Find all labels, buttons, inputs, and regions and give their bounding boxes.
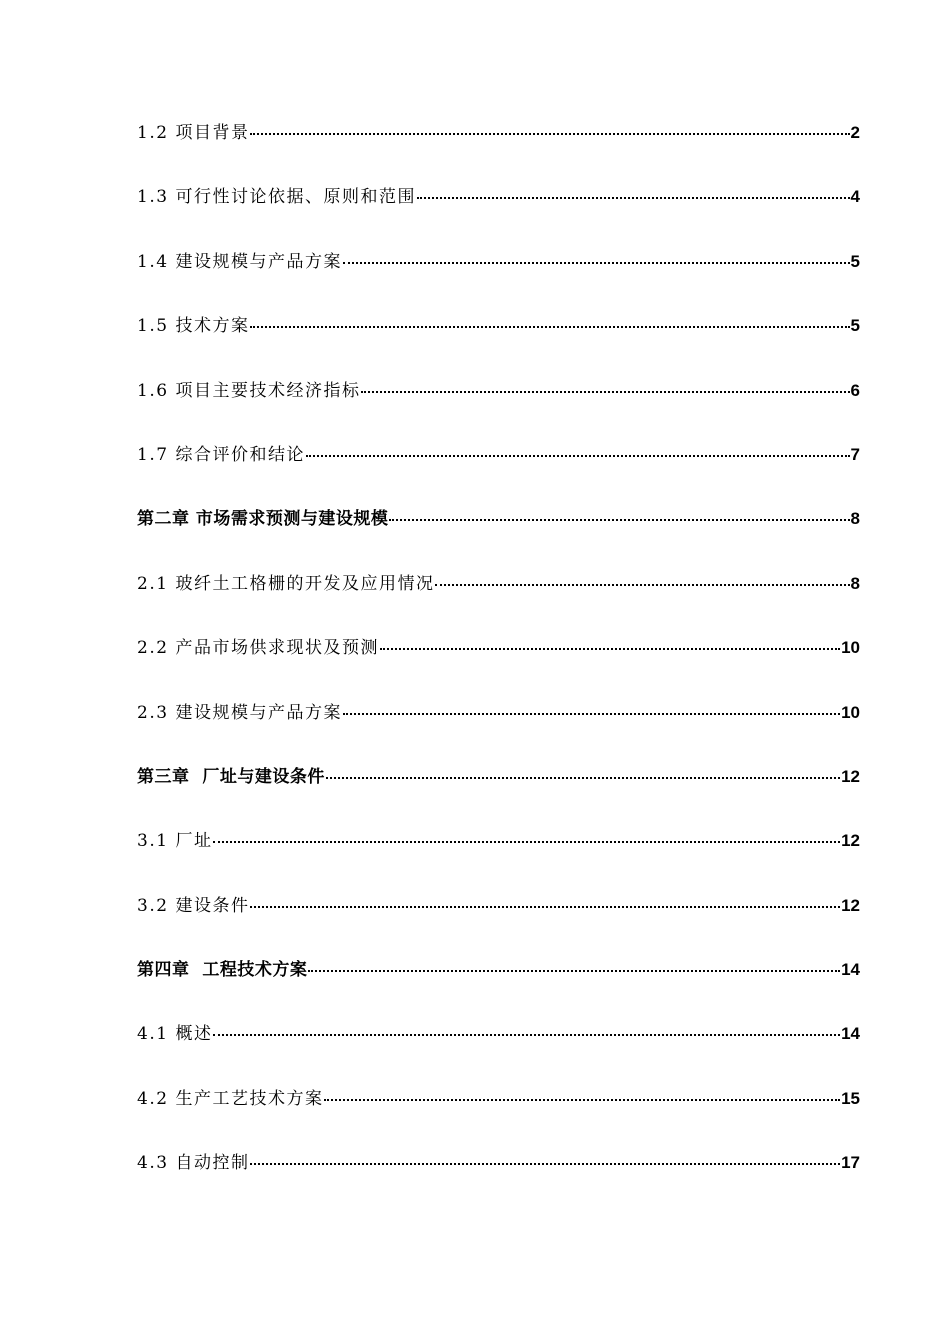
toc-dot-leader	[343, 713, 840, 715]
toc-entry[interactable]	[137, 1082, 860, 1146]
toc-page-number: 14	[841, 960, 860, 980]
toc-entry[interactable]	[137, 696, 860, 760]
toc-dot-leader	[250, 133, 849, 135]
toc-chapter-entry[interactable]	[137, 502, 860, 566]
toc-entry[interactable]	[137, 309, 860, 373]
toc-entry-label: 2.1 玻纤土工格栅的开发及应用情况	[137, 573, 435, 594]
toc-page-number: 17	[841, 1153, 860, 1173]
toc-entry-label: 4.1 概述	[137, 1024, 213, 1045]
toc-dot-leader	[435, 584, 849, 586]
toc-entry[interactable]	[137, 245, 860, 309]
toc-entry[interactable]	[137, 1017, 860, 1081]
toc-page-number: 5	[850, 316, 860, 336]
toc-dot-leader	[389, 519, 849, 521]
toc-page-number: 14	[841, 1024, 860, 1044]
toc-page-number: 10	[841, 638, 860, 658]
toc-dot-leader	[361, 391, 849, 393]
toc-entry[interactable]	[137, 889, 860, 953]
toc-dot-leader	[308, 970, 840, 972]
toc-page-number: 7	[850, 444, 860, 464]
toc-entry-label: 3.1 厂址	[137, 831, 213, 852]
toc-entry[interactable]	[137, 567, 860, 631]
toc-page-number: 15	[841, 1088, 860, 1108]
toc-entry[interactable]	[137, 1146, 860, 1210]
toc-dot-leader	[324, 1099, 840, 1101]
toc-entry-label: 2.2 产品市场供求现状及预测	[137, 638, 379, 659]
toc-dot-leader	[213, 841, 840, 843]
toc-page-number: 12	[841, 831, 860, 851]
toc-page-number: 12	[841, 895, 860, 915]
toc-entry[interactable]	[137, 438, 860, 502]
toc-dot-leader	[213, 1034, 840, 1036]
toc-entry-label: 1.5 技术方案	[137, 316, 250, 337]
toc-dot-leader	[306, 455, 850, 457]
toc-entry[interactable]	[137, 116, 860, 180]
toc-dot-leader	[380, 648, 840, 650]
toc-chapter-label: 第四章 工程技术方案	[137, 960, 308, 981]
toc-dot-leader	[250, 906, 840, 908]
toc-entry-label: 4.3 自动控制	[137, 1153, 250, 1174]
toc-entry-label: 2.3 建设规模与产品方案	[137, 702, 342, 723]
toc-page-number: 6	[850, 380, 860, 400]
toc-entry-label: 1.6 项目主要技术经济指标	[137, 380, 361, 401]
toc-page-number: 8	[850, 509, 860, 529]
toc-dot-leader	[250, 1163, 840, 1165]
toc-page-number: 2	[850, 123, 860, 142]
toc-entry-label: 1.3 可行性讨论依据、原则和范围	[137, 187, 416, 208]
table-of-contents	[137, 116, 860, 1211]
toc-dot-leader	[417, 197, 850, 199]
toc-page-number: 12	[841, 766, 860, 786]
toc-chapter-label: 第二章 市场需求预测与建设规模	[137, 509, 389, 530]
toc-chapter-label: 第三章 厂址与建设条件	[137, 766, 325, 787]
toc-entry[interactable]	[137, 180, 860, 244]
toc-entry[interactable]	[137, 374, 860, 438]
toc-entry-label: 4.2 生产工艺技术方案	[137, 1088, 324, 1109]
toc-entry[interactable]	[137, 824, 860, 888]
toc-page-number: 4	[850, 187, 860, 207]
toc-entry-label: 3.2 建设条件	[137, 895, 250, 916]
toc-page-number: 5	[850, 251, 860, 271]
toc-entry-label: 1.2 项目背景	[137, 123, 250, 143]
toc-page-number: 8	[850, 573, 860, 593]
toc-entry-label: 1.4 建设规模与产品方案	[137, 251, 342, 272]
toc-chapter-entry[interactable]	[137, 760, 860, 824]
toc-chapter-entry[interactable]	[137, 953, 860, 1017]
toc-entry[interactable]	[137, 631, 860, 695]
toc-dot-leader	[343, 262, 850, 264]
toc-entry-label: 1.7 综合评价和结论	[137, 444, 305, 465]
toc-dot-leader	[250, 326, 849, 328]
toc-dot-leader	[326, 777, 840, 779]
toc-page-number: 10	[841, 702, 860, 722]
